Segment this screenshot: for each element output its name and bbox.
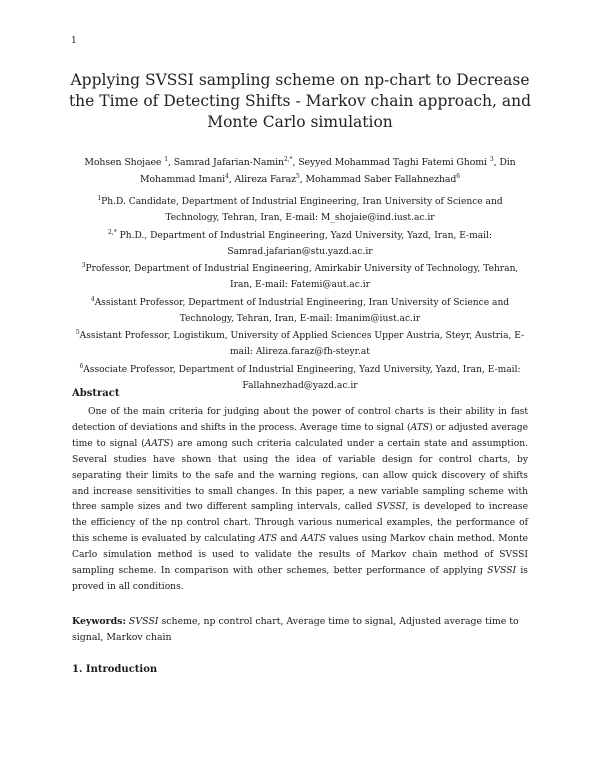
affiliation-text: Ph.D. Candidate, Department of Industrial Engineering, Iran University of Science and Technology, Tehran, Iran, E-mail: M_shojaie@ind.iust.ac.ir <box>101 197 503 223</box>
author-mark: 1 <box>164 156 168 163</box>
affiliation-mark: 4 <box>90 295 95 303</box>
author-mark: 4 <box>225 173 229 180</box>
affiliation-mark: 6 <box>79 362 84 370</box>
abstract-term-aats: AATS <box>300 534 326 545</box>
author-name: Seyyed Mohammad Taghi Fatemi Ghomi <box>298 157 487 168</box>
affiliation-mark: 1 <box>97 195 102 202</box>
affiliation-mark: 3 <box>81 262 86 269</box>
abstract-term-ats: ATS <box>258 534 278 545</box>
affiliation-2 <box>72 228 528 260</box>
author-name: Samrad Jafarian-Namin <box>173 157 284 168</box>
abstract-text: and <box>277 534 301 545</box>
author-separator: , <box>493 157 500 168</box>
author-2 <box>174 157 298 168</box>
author-name: Mohsen Shojaee <box>84 157 162 168</box>
author-list <box>60 154 540 188</box>
abstract-text: , is developed to increase the efficiency of the np control chart. Through various numerical examples, the performance of this scheme is evaluated by calculating <box>72 502 528 545</box>
section-heading-introduction: 1. Introduction <box>72 664 158 675</box>
abstract-heading: Abstract <box>72 388 120 399</box>
author-3 <box>298 157 499 168</box>
author-separator: , <box>299 174 306 185</box>
affiliation-text: Ph.D., Department of Industrial Engineering, Yazd University, Yazd, Iran, E-mail: Samrad.jafarian@stu.yazd.ac.ir <box>116 230 493 257</box>
author-separator: , <box>167 157 174 168</box>
affiliation-text: Assistant Professor, Logistikum, University of Applied Sciences Upper Austria, Steyr, Austria, E-mail: Alireza.faraz@fh-steyr.at <box>79 331 525 357</box>
abstract-term-ats: ATS <box>410 422 430 433</box>
author-6 <box>306 174 461 185</box>
page-number: 1 <box>71 36 77 46</box>
abstract-term-svssi: SVSSI <box>376 502 406 513</box>
keywords-lead: SVSSI <box>128 616 159 627</box>
abstract-text: is proved in all conditions. <box>72 566 528 592</box>
author-name: Din Mohammad Imani <box>140 157 516 185</box>
affiliation-text: Professor, Department of Industrial Engineering, Amirkabir University of Technology, Tehran, Iran, E-mail: Fatemi@aut.ac.ir <box>85 264 519 290</box>
keywords-label: Keywords: <box>72 616 126 627</box>
abstract-body <box>72 405 528 596</box>
keywords <box>72 614 528 646</box>
affiliation-1 <box>72 194 528 226</box>
affiliation-list <box>72 194 528 395</box>
affiliation-mark: 5 <box>75 329 80 336</box>
author-5 <box>235 174 306 185</box>
abstract-text: ) are among such criteria calculated under a certain state and assumption. Several studies have shown that using the idea of variable design for control charts, by separating their limits to the safe and the warning regions, can allow quick discovery of shifts and increase sensitivities to small changes. In this paper, a new variable sampling scheme with three sample sizes and two different sampling intervals, called <box>72 438 528 513</box>
affiliation-3 <box>72 261 528 293</box>
affiliation-6 <box>72 362 528 394</box>
abstract-term-aats: AATS <box>144 438 170 449</box>
affiliation-text: Associate Professor, Department of Industrial Engineering, Yazd University, Yazd, Iran, E-mail: Fallahnezhad@yazd.ac.ir <box>83 364 521 391</box>
abstract-term-svssi: SVSSI <box>487 566 517 577</box>
author-separator: , <box>292 157 299 168</box>
abstract-text: One of the main criteria for judging about the power of control charts is their ability in fast detection of deviations and shifts in the process. Average time to signal ( <box>72 407 528 433</box>
affiliation-4 <box>72 295 528 327</box>
abstract-text: ) or adjusted average time to signal ( <box>72 422 528 449</box>
author-name: Alireza Faraz <box>234 174 297 185</box>
author-name: Mohammad Saber Fallahnezhad <box>305 174 457 185</box>
affiliation-mark: 2,* <box>107 228 117 236</box>
author-1 <box>84 157 173 168</box>
abstract-text: values using Markov chain method. Monte Carlo simulation method is used to validate the results of Markov chain method of SVSSI sampling scheme. In comparison with other schemes, better performance of applying <box>72 534 529 577</box>
affiliation-text: Assistant Professor, Department of Industrial Engineering, Iran University of Science and Technology, Tehran, Iran, E-mail: Imanim@iust.ac.ir <box>94 297 510 324</box>
author-mark: 6 <box>456 173 460 180</box>
paper-title: Applying SVSSI sampling scheme on np-chart to Decrease the Time of Detecting Shifts - Markov chain approach, and Monte Carlo simulation <box>68 71 532 131</box>
author-mark: 3 <box>489 156 494 163</box>
author-mark: 2,* <box>284 156 293 163</box>
affiliation-5 <box>72 328 528 360</box>
author-separator: , <box>228 174 235 185</box>
author-mark: 5 <box>296 173 300 180</box>
keywords-list: scheme, np control chart, Average time to signal, Adjusted average time to signal, Markov chain <box>72 616 519 643</box>
